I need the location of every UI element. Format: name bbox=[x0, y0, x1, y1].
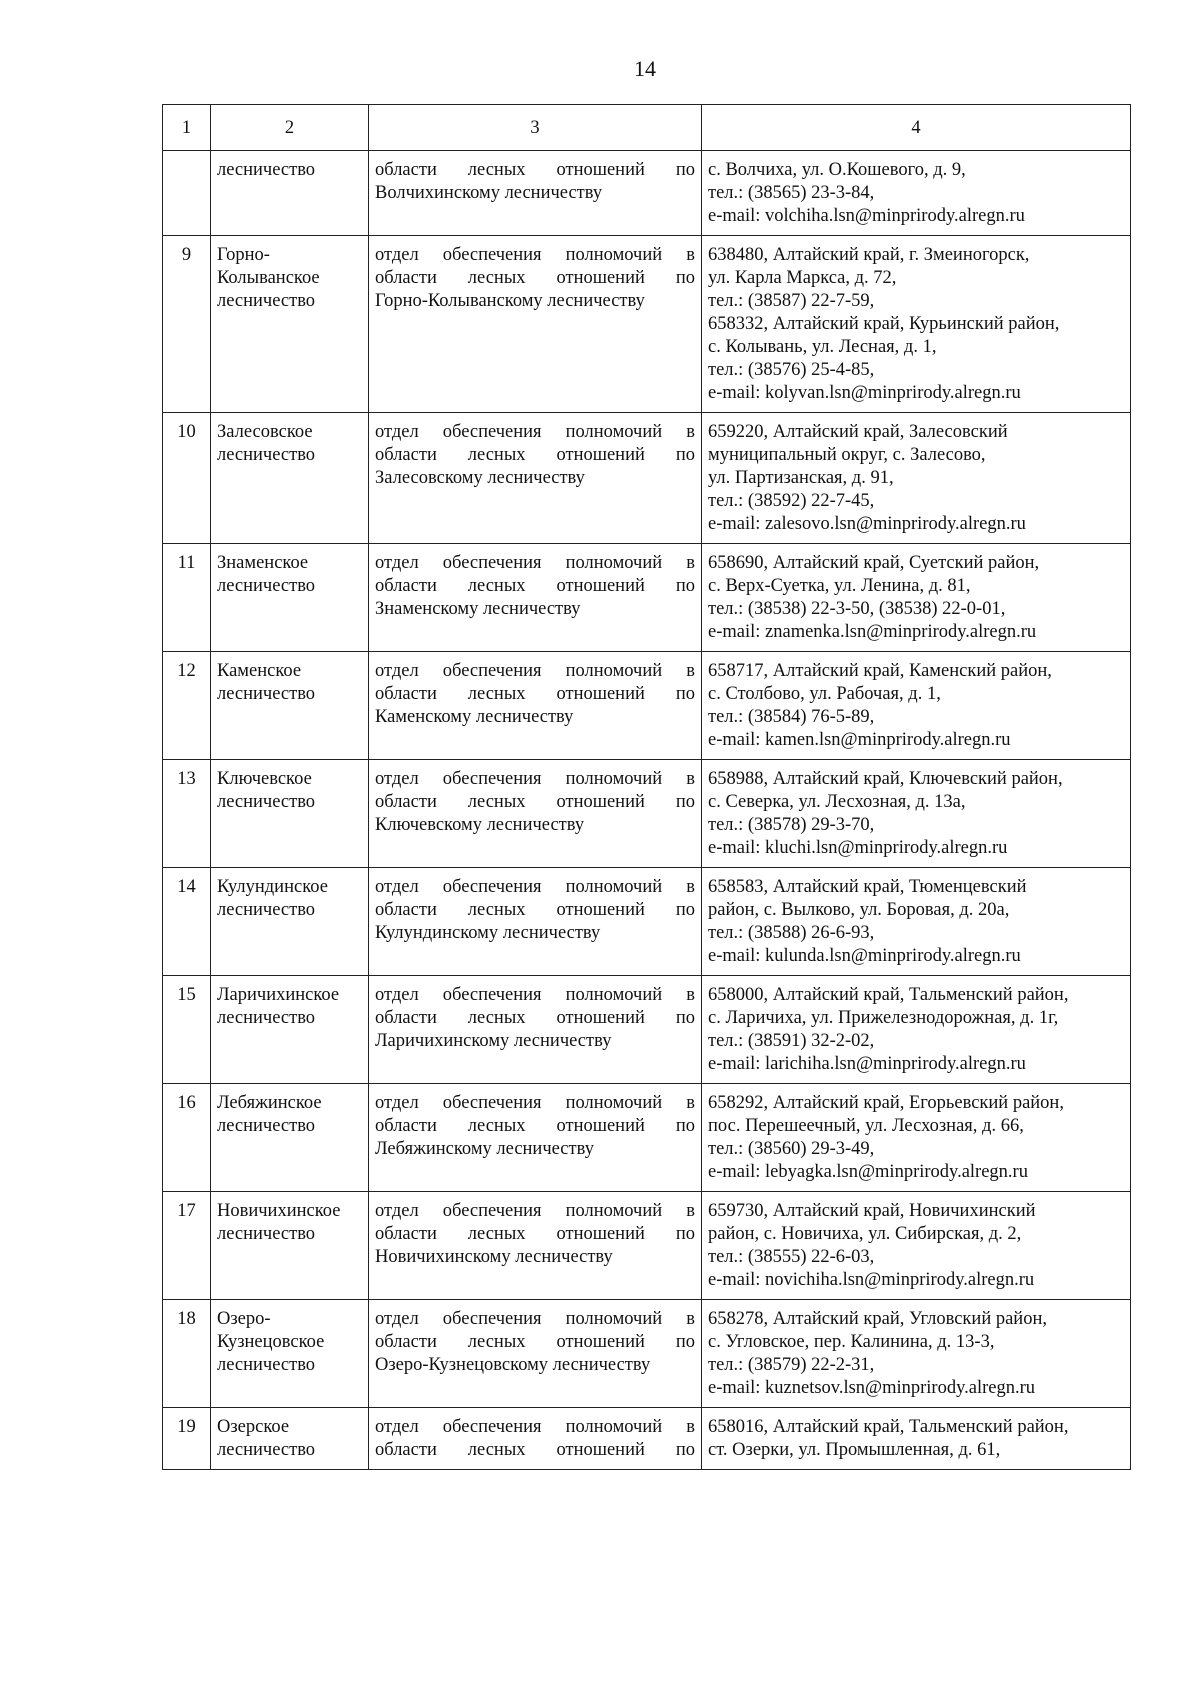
forestry-name-line: Ключевское bbox=[217, 769, 312, 789]
department-line: области лесных отношений по bbox=[375, 1224, 695, 1244]
row-number: 12 bbox=[163, 652, 211, 760]
department-cell bbox=[369, 236, 702, 413]
contact-line: 659220, Алтайский край, Залесовский bbox=[708, 422, 1008, 442]
contact-line: 658690, Алтайский край, Суетский район, bbox=[708, 553, 1040, 573]
row-number: 10 bbox=[163, 413, 211, 544]
table-row bbox=[163, 868, 1131, 976]
contact-line: тел.: (38588) 26-6-93, bbox=[708, 923, 875, 943]
department-line: области лесных отношений по bbox=[375, 445, 695, 465]
department-line: области лесных отношений по bbox=[375, 268, 695, 288]
forestry-name-line: Ларичихинское bbox=[217, 985, 340, 1005]
contact-line: e-mail: kolyvan.lsn@minprirody.alregn.ru bbox=[708, 383, 1021, 403]
contact-line: 658016, Алтайский край, Тальменский район, bbox=[708, 1417, 1069, 1437]
header-col-3: 3 bbox=[369, 105, 702, 151]
department-line: области лесных отношений по bbox=[375, 900, 695, 920]
department-line: Горно-Колыванскому лесничеству bbox=[375, 291, 645, 311]
contact-line: тел.: (38584) 76-5-89, bbox=[708, 707, 875, 727]
table-row bbox=[163, 544, 1131, 652]
department-line: области лесных отношений по bbox=[375, 576, 695, 596]
contact-line: тел.: (38592) 22-7-45, bbox=[708, 491, 875, 511]
department-line: отдел обеспечения полномочий в bbox=[375, 245, 695, 265]
department-cell bbox=[369, 413, 702, 544]
forestry-name-line: лесничество bbox=[217, 1355, 316, 1375]
contact-line: 659730, Алтайский край, Новичихинский bbox=[708, 1201, 1036, 1221]
contact-line: тел.: (38565) 23-3-84, bbox=[708, 183, 875, 203]
department-line: отдел обеспечения полномочий в bbox=[375, 422, 695, 442]
forestry-name-line: лесничество bbox=[217, 1440, 316, 1460]
contact-line: 658000, Алтайский край, Тальменский район, bbox=[708, 985, 1069, 1005]
department-line: отдел обеспечения полномочий в bbox=[375, 769, 695, 789]
contact-line: e-mail: kluchi.lsn@minprirody.alregn.ru bbox=[708, 838, 1008, 858]
forestry-name-line: Озеро- bbox=[217, 1309, 271, 1329]
forestry-name-cell bbox=[211, 1408, 369, 1470]
contact-line: с. Ларичиха, ул. Прижелезнодорожная, д. 1г, bbox=[708, 1008, 1059, 1028]
contact-line: тел.: (38591) 32-2-02, bbox=[708, 1031, 875, 1051]
row-number: 16 bbox=[163, 1084, 211, 1192]
contact-cell bbox=[702, 976, 1131, 1084]
contact-line: e-mail: kuznetsov.lsn@minprirody.alregn.ru bbox=[708, 1378, 1036, 1398]
department-cell bbox=[369, 1300, 702, 1408]
contact-line: 658278, Алтайский край, Угловский район, bbox=[708, 1309, 1047, 1329]
forestry-name-line: лесничество bbox=[217, 160, 316, 180]
forestry-name-cell bbox=[211, 1300, 369, 1408]
forestry-name-line: Озерское bbox=[217, 1417, 290, 1437]
contact-line: тел.: (38576) 25-4-85, bbox=[708, 360, 875, 380]
forestry-name-line: Новичихинское bbox=[217, 1201, 341, 1221]
department-cell bbox=[369, 1084, 702, 1192]
contact-line: ст. Озерки, ул. Промышленная, д. 61, bbox=[708, 1440, 1001, 1460]
department-cell bbox=[369, 760, 702, 868]
contact-line: ул. Карла Маркса, д. 72, bbox=[708, 268, 897, 288]
forestry-name-cell bbox=[211, 760, 369, 868]
forestry-name-line: лесничество bbox=[217, 792, 316, 812]
table-body bbox=[163, 151, 1131, 1470]
forestry-name-line: лесничество bbox=[217, 291, 316, 311]
department-line: области лесных отношений по bbox=[375, 1440, 695, 1460]
forestry-name-cell bbox=[211, 544, 369, 652]
department-line: области лесных отношений по bbox=[375, 1332, 695, 1352]
contact-line: с. Угловское, пер. Калинина, д. 13-3, bbox=[708, 1332, 995, 1352]
department-line: отдел обеспечения полномочий в bbox=[375, 553, 695, 573]
row-number: 18 bbox=[163, 1300, 211, 1408]
contact-line: e-mail: kulunda.lsn@minprirody.alregn.ru bbox=[708, 946, 1021, 966]
contact-cell bbox=[702, 1408, 1131, 1470]
row-number bbox=[163, 151, 211, 236]
table-row bbox=[163, 1300, 1131, 1408]
contact-line: 658332, Алтайский край, Курьинский район, bbox=[708, 314, 1060, 334]
contact-line: район, с. Вылково, ул. Боровая, д. 20а, bbox=[708, 900, 1010, 920]
forestry-name-line: Горно- bbox=[217, 245, 270, 265]
contact-line: 638480, Алтайский край, г. Змеиногорск, bbox=[708, 245, 1030, 265]
table-row bbox=[163, 236, 1131, 413]
department-cell bbox=[369, 868, 702, 976]
contact-cell bbox=[702, 652, 1131, 760]
contact-line: e-mail: volchiha.lsn@minprirody.alregn.ru bbox=[708, 206, 1025, 226]
header-col-2: 2 bbox=[211, 105, 369, 151]
department-cell bbox=[369, 1192, 702, 1300]
department-line: отдел обеспечения полномочий в bbox=[375, 661, 695, 681]
forestry-name-cell bbox=[211, 976, 369, 1084]
department-line: области лесных отношений по bbox=[375, 1008, 695, 1028]
contact-cell bbox=[702, 236, 1131, 413]
forestry-name-line: Каменское bbox=[217, 661, 302, 681]
page-number: 14 bbox=[634, 56, 656, 81]
contact-line: ул. Партизанская, д. 91, bbox=[708, 468, 894, 488]
department-line: отдел обеспечения полномочий в bbox=[375, 1201, 695, 1221]
department-cell bbox=[369, 544, 702, 652]
department-line: области лесных отношений по bbox=[375, 160, 695, 180]
table-row bbox=[163, 1084, 1131, 1192]
table-row bbox=[163, 652, 1131, 760]
table-row bbox=[163, 976, 1131, 1084]
forestry-name-cell bbox=[211, 868, 369, 976]
forestry-name-line: Кулундинское bbox=[217, 877, 328, 897]
contact-line: тел.: (38579) 22-2-31, bbox=[708, 1355, 875, 1375]
header-col-4: 4 bbox=[702, 105, 1131, 151]
contact-line: 658717, Алтайский край, Каменский район, bbox=[708, 661, 1052, 681]
forestry-name-line: лесничество bbox=[217, 684, 316, 704]
table-row bbox=[163, 1408, 1131, 1470]
forestry-name-line: Знаменское bbox=[217, 553, 309, 573]
forestry-name-cell bbox=[211, 151, 369, 236]
contact-line: тел.: (38538) 22-3-50, (38538) 22-0-01, bbox=[708, 599, 1006, 619]
contact-cell bbox=[702, 413, 1131, 544]
forestry-name-line: лесничество bbox=[217, 445, 316, 465]
contact-line: 658583, Алтайский край, Тюменцевский bbox=[708, 877, 1027, 897]
contact-cell bbox=[702, 868, 1131, 976]
department-line: Волчихинскому лесничеству bbox=[375, 183, 603, 203]
department-line: Ключевскому лесничеству bbox=[375, 815, 585, 835]
row-number: 17 bbox=[163, 1192, 211, 1300]
department-line: Ларичихинскому лесничеству bbox=[375, 1031, 612, 1051]
department-line: отдел обеспечения полномочий в bbox=[375, 985, 695, 1005]
contact-line: тел.: (38587) 22-7-59, bbox=[708, 291, 875, 311]
row-number: 11 bbox=[163, 544, 211, 652]
department-line: Знаменскому лесничеству bbox=[375, 599, 581, 619]
contact-line: e-mail: znamenka.lsn@minprirody.alregn.ru bbox=[708, 622, 1037, 642]
department-line: отдел обеспечения полномочий в bbox=[375, 1093, 695, 1113]
forestry-name-cell bbox=[211, 413, 369, 544]
table-row bbox=[163, 413, 1131, 544]
contact-line: с. Северка, ул. Лесхозная, д. 13а, bbox=[708, 792, 966, 812]
contact-line: 658988, Алтайский край, Ключевский район, bbox=[708, 769, 1063, 789]
contact-cell bbox=[702, 1192, 1131, 1300]
department-line: отдел обеспечения полномочий в bbox=[375, 1309, 695, 1329]
contact-line: e-mail: kamen.lsn@minprirody.alregn.ru bbox=[708, 730, 1011, 750]
department-line: Лебяжинскому лесничеству bbox=[375, 1139, 594, 1159]
forestry-name-line: лесничество bbox=[217, 900, 316, 920]
forestry-name-line: Лебяжинское bbox=[217, 1093, 322, 1113]
table-row bbox=[163, 1192, 1131, 1300]
contact-line: тел.: (38555) 22-6-03, bbox=[708, 1247, 875, 1267]
department-line: Озеро-Кузнецовскому лесничеству bbox=[375, 1355, 651, 1375]
contact-cell bbox=[702, 1300, 1131, 1408]
table-row bbox=[163, 151, 1131, 236]
department-cell bbox=[369, 1408, 702, 1470]
department-cell bbox=[369, 976, 702, 1084]
contact-line: e-mail: larichiha.lsn@minprirody.alregn.ru bbox=[708, 1054, 1026, 1074]
forestry-name-line: Колыванское bbox=[217, 268, 320, 288]
forestry-name-line: лесничество bbox=[217, 1116, 316, 1136]
forestry-name-cell bbox=[211, 1084, 369, 1192]
header-col-1: 1 bbox=[163, 105, 211, 151]
contact-line: 658292, Алтайский край, Егорьевский район, bbox=[708, 1093, 1064, 1113]
table-row bbox=[163, 760, 1131, 868]
department-line: Новичихинскому лесничеству bbox=[375, 1247, 613, 1267]
forestry-name-line: лесничество bbox=[217, 1008, 316, 1028]
forestry-name-cell bbox=[211, 652, 369, 760]
department-line: Залесовскому лесничеству bbox=[375, 468, 585, 488]
contact-line: район, с. Новичиха, ул. Сибирская, д. 2, bbox=[708, 1224, 1022, 1244]
forestry-name-line: Кузнецовское bbox=[217, 1332, 325, 1352]
contact-line: e-mail: zalesovo.lsn@minprirody.alregn.ru bbox=[708, 514, 1026, 534]
contact-cell bbox=[702, 151, 1131, 236]
contact-line: пос. Перешеечный, ул. Лесхозная, д. 66, bbox=[708, 1116, 1024, 1136]
forestry-name-cell bbox=[211, 236, 369, 413]
department-line: отдел обеспечения полномочий в bbox=[375, 1417, 695, 1437]
contact-line: e-mail: lebyagka.lsn@minprirody.alregn.ru bbox=[708, 1162, 1028, 1182]
row-number: 15 bbox=[163, 976, 211, 1084]
department-line: Каменскому лесничеству bbox=[375, 707, 574, 727]
department-line: Кулундинскому лесничеству bbox=[375, 923, 601, 943]
forestry-name-line: лесничество bbox=[217, 576, 316, 596]
contact-line: тел.: (38560) 29-3-49, bbox=[708, 1139, 875, 1159]
row-number: 14 bbox=[163, 868, 211, 976]
forestry-name-line: Залесовское bbox=[217, 422, 313, 442]
contact-line: с. Столбово, ул. Рабочая, д. 1, bbox=[708, 684, 941, 704]
department-line: области лесных отношений по bbox=[375, 1116, 695, 1136]
forestry-registry-table bbox=[162, 104, 1131, 1470]
department-line: области лесных отношений по bbox=[375, 684, 695, 704]
contact-line: с. Колывань, ул. Лесная, д. 1, bbox=[708, 337, 937, 357]
contact-line: тел.: (38578) 29-3-70, bbox=[708, 815, 875, 835]
row-number: 9 bbox=[163, 236, 211, 413]
department-line: отдел обеспечения полномочий в bbox=[375, 877, 695, 897]
contact-cell bbox=[702, 544, 1131, 652]
forestry-name-cell bbox=[211, 1192, 369, 1300]
department-line: области лесных отношений по bbox=[375, 792, 695, 812]
contact-line: муниципальный округ, с. Залесово, bbox=[708, 445, 986, 465]
department-cell bbox=[369, 151, 702, 236]
contact-cell bbox=[702, 1084, 1131, 1192]
contact-line: с. Волчиха, ул. О.Кошевого, д. 9, bbox=[708, 160, 966, 180]
row-number: 13 bbox=[163, 760, 211, 868]
contact-line: e-mail: novichiha.lsn@minprirody.alregn.ru bbox=[708, 1270, 1035, 1290]
contact-line: с. Верх-Суетка, ул. Ленина, д. 81, bbox=[708, 576, 971, 596]
contact-cell bbox=[702, 760, 1131, 868]
forestry-name-line: лесничество bbox=[217, 1224, 316, 1244]
department-cell bbox=[369, 652, 702, 760]
row-number: 19 bbox=[163, 1408, 211, 1470]
header-row bbox=[163, 105, 1131, 151]
